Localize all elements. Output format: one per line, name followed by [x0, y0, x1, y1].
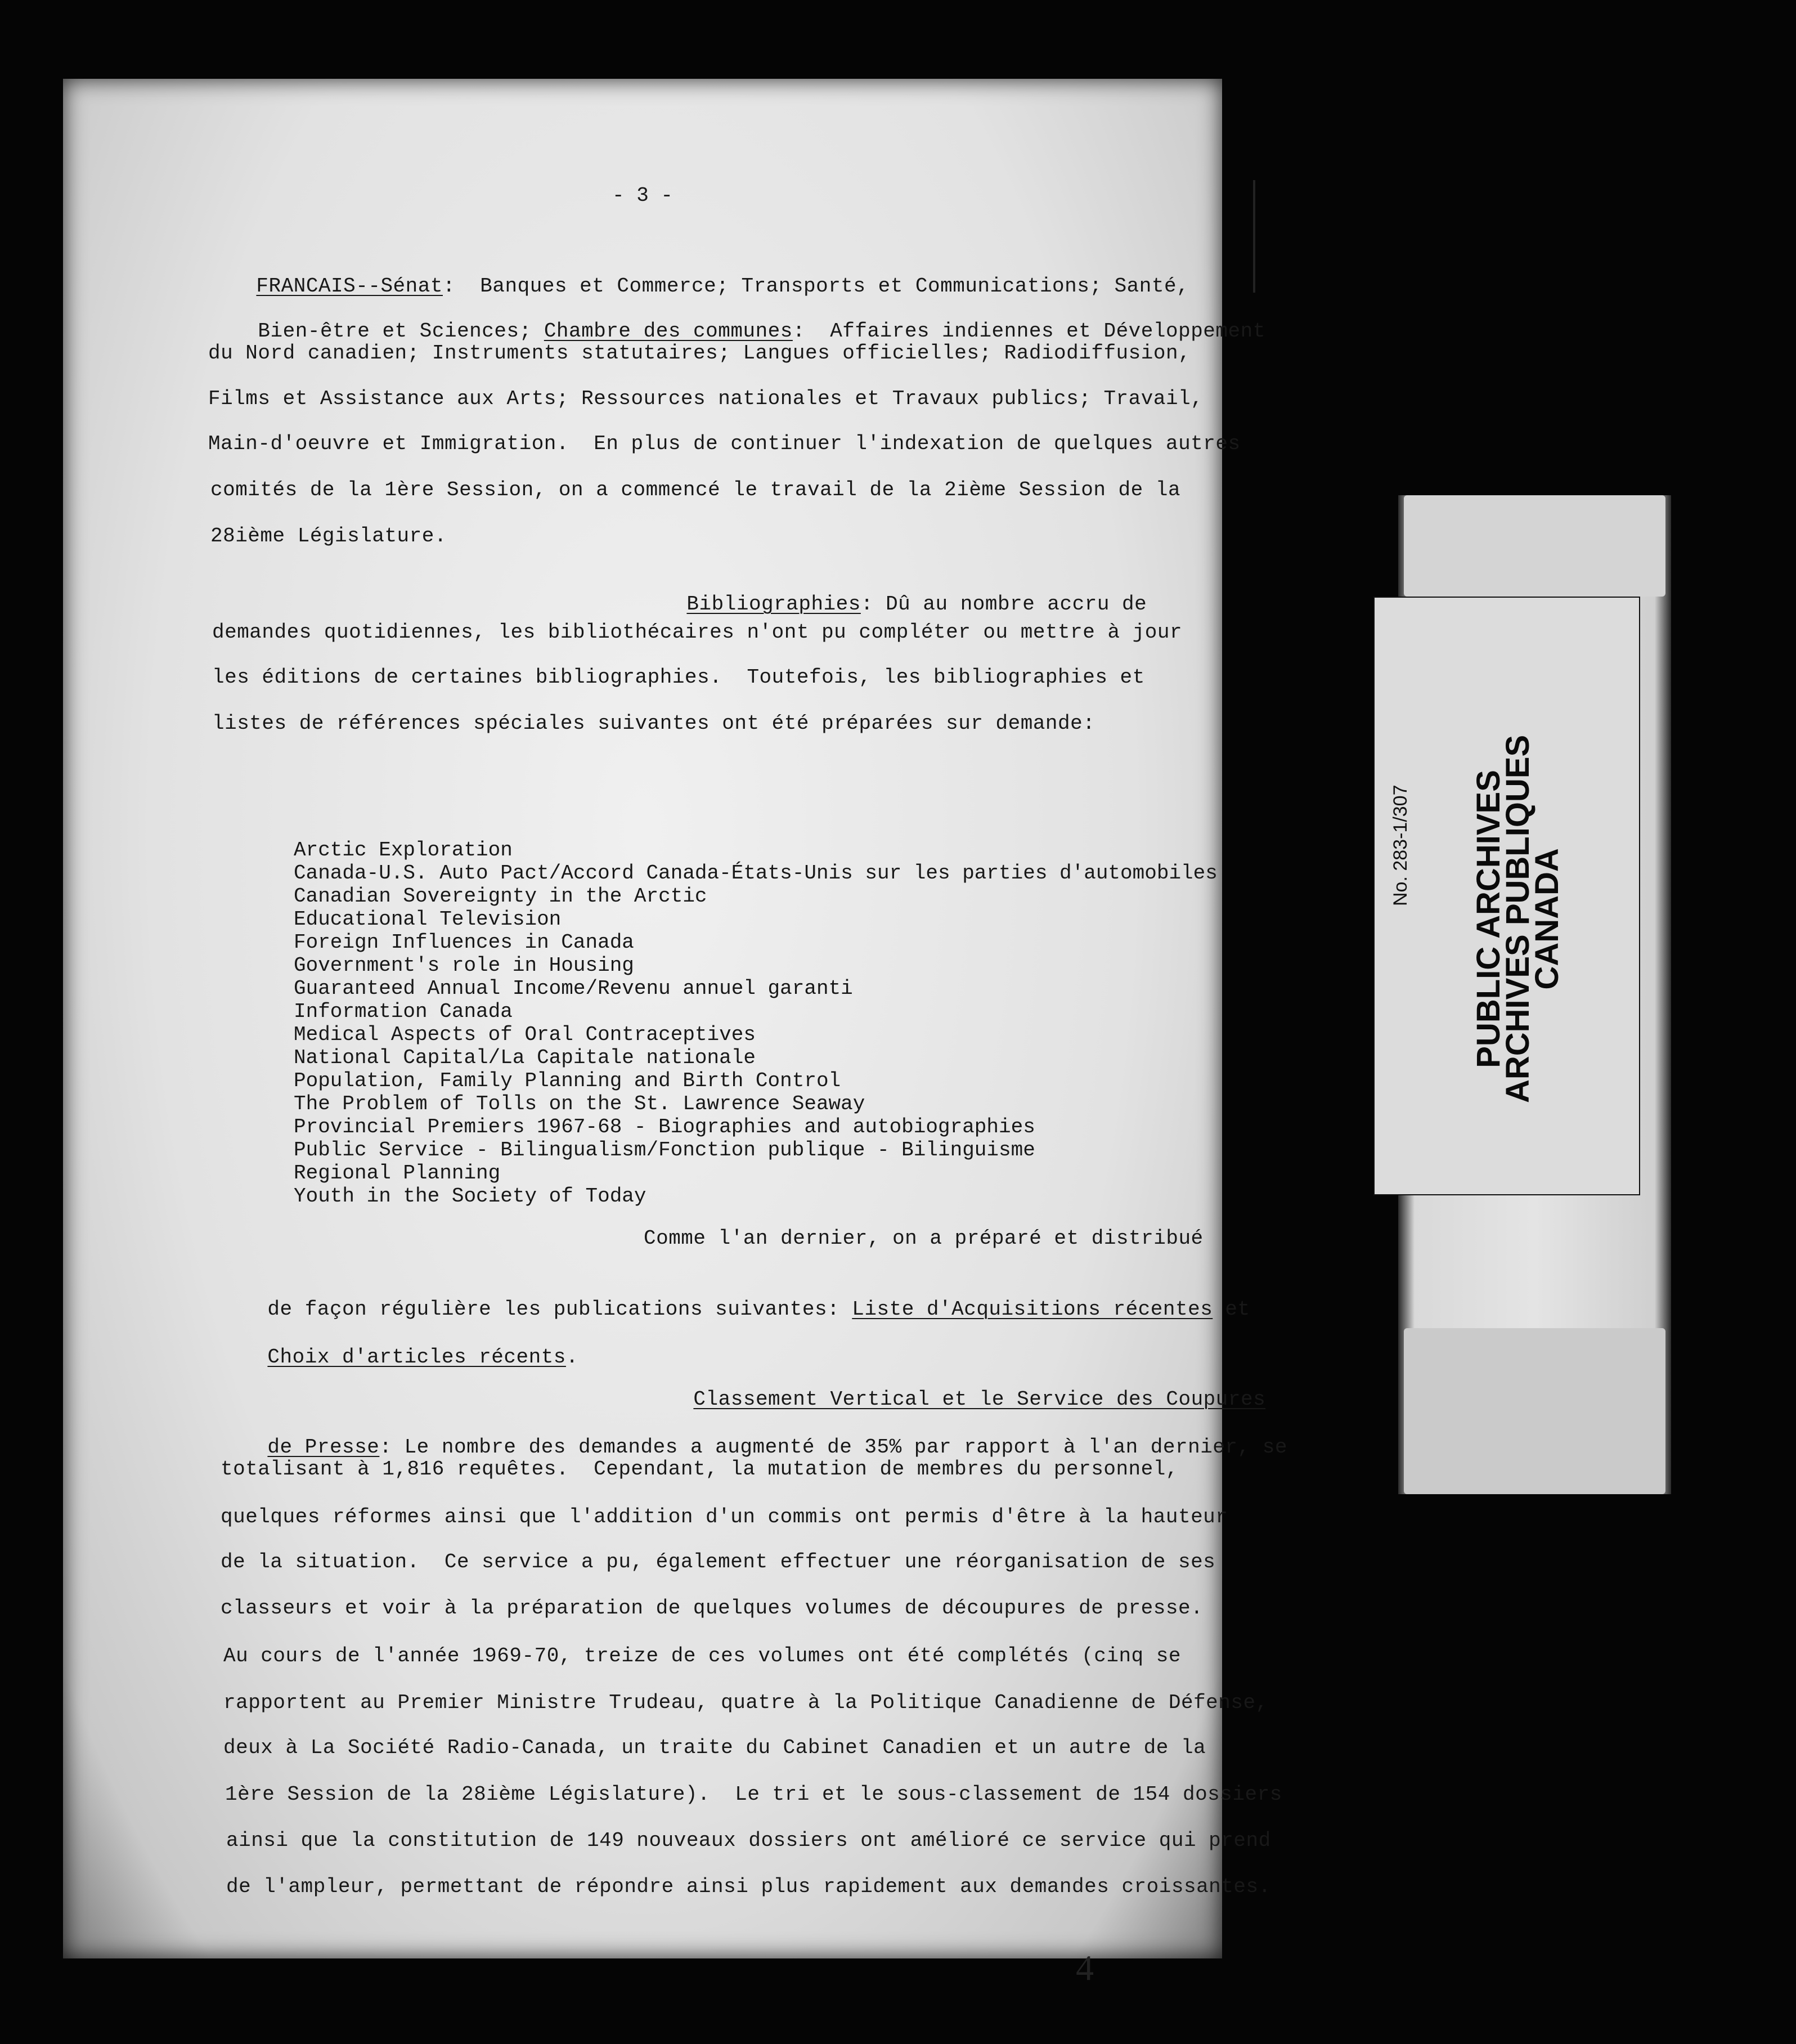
text-line: FRANCAIS--Sénat: Banques et Commerce; Transports et Communications; Santé, [256, 275, 1189, 298]
list-item: Government's role in Housing [294, 954, 634, 977]
archive-stamp [1470, 734, 1565, 1103]
text-line: Choix d'articles récents. [267, 1346, 579, 1369]
text-line: 28ième Législature. [210, 525, 447, 548]
list-item: Canada-U.S. Auto Pact/Accord Canada-États-Unis sur les parties d'automobiles [294, 862, 1218, 885]
list-item: Educational Television [294, 908, 562, 931]
list-item: Arctic Exploration [294, 839, 513, 862]
text-line: ainsi que la constitution de 149 nouveaux dossiers ont amélioré ce service qui prend [226, 1829, 1271, 1852]
text-line: Bibliographies: Dû au nombre accru de [686, 593, 1147, 616]
text-line: Films et Assistance aux Arts; Ressources nationales et Travaux publics; Travail, [208, 387, 1204, 410]
list-item: Information Canada [294, 1000, 513, 1023]
text-line: comités de la 1ère Session, on a commencé le travail de la 2ième Session de la [210, 478, 1181, 501]
text-line: les éditions de certaines bibliographies. Toutefois, les bibliographies et [212, 666, 1145, 689]
text-line: de la situation. Ce service a pu, également effectuer une réorganisation de ses [221, 1550, 1216, 1574]
text-line: de Presse: Le nombre des demandes a augmenté de 35% par rapport à l'an dernier, se [267, 1436, 1287, 1459]
text-line: de l'ampleur, permettant de répondre ainsi plus rapidement aux demandes croissantes. [226, 1875, 1271, 1898]
text-line: Classement Vertical et le Service des Coupures [693, 1388, 1266, 1411]
text-line: classeurs et voir à la préparation de quelques volumes de découpures de presse. [221, 1597, 1204, 1620]
stamp-line: ARCHIVES PUBLIQUES [1499, 734, 1536, 1103]
handwritten-page-mark: 4 [1076, 1948, 1094, 1988]
text-line: Au cours de l'année 1969-70, treize de ces volumes ont été complétés (cinq se [223, 1644, 1181, 1668]
text-line: listes de références spéciales suivantes ont été préparées sur demande: [212, 712, 1095, 735]
list-item: Provincial Premiers 1967-68 - Biographies and autobiographies [294, 1115, 1035, 1138]
text-line: totalisant à 1,816 requêtes. Cependant, la mutation de membres du personnel, [221, 1458, 1178, 1481]
list-item: Foreign Influences in Canada [294, 931, 634, 954]
text-line: 1ère Session de la 28ième Législature). Le tri et le sous-classement de 154 dossiers [225, 1783, 1282, 1806]
tab-top-cap [1404, 495, 1665, 597]
list-item: Youth in the Society of Today [294, 1185, 646, 1208]
bibliography-list [294, 839, 1218, 1208]
list-item: Public Service - Bilingualism/Fonction publique - Bilinguisme [294, 1138, 1035, 1162]
stamp-line: CANADA [1529, 848, 1565, 990]
text-line: Bien-être et Sciences; Chambre des communes: Affaires indiennes et Développement [258, 320, 1265, 343]
list-item: Population, Family Planning and Birth Control [294, 1069, 841, 1092]
page-number: - 3 - [612, 184, 674, 207]
text-line: demandes quotidiennes, les bibliothécaires n'ont pu compléter ou mettre à jour [212, 621, 1183, 644]
text-line: de façon régulière les publications suivantes: Liste d'Acquisitions récentes et [267, 1298, 1250, 1321]
text-line: du Nord canadien; Instruments statutaires; Langues officielles; Radiodiffusion, [208, 342, 1191, 365]
list-item: Regional Planning [294, 1162, 501, 1185]
text-line: Main-d'oeuvre et Immigration. En plus de continuer l'indexation de quelques autres [208, 432, 1241, 455]
list-item: Medical Aspects of Oral Contraceptives [294, 1023, 756, 1046]
document-page [63, 79, 1287, 1988]
text-line: deux à La Société Radio-Canada, un traite du Cabinet Canadien et un autre de la [223, 1736, 1206, 1759]
archive-number: No. 283-1/307 [1390, 785, 1411, 906]
tab-bottom-cap [1404, 1328, 1665, 1494]
stamp-line: PUBLIC ARCHIVES [1470, 770, 1507, 1068]
text-line: Comme l'an dernier, on a préparé et distribué [644, 1227, 1204, 1250]
margin-line [1253, 180, 1255, 293]
list-item: Canadian Sovereignty in the Arctic [294, 885, 707, 908]
list-item: National Capital/La Capitale nationale [294, 1046, 756, 1069]
list-item: The Problem of Tolls on the St. Lawrence Seaway [294, 1092, 865, 1115]
text-line: quelques réformes ainsi que l'addition d'un commis ont permis d'être à la hauteur [221, 1505, 1228, 1528]
text-line: rapportent au Premier Ministre Trudeau, quatre à la Politique Canadienne de Défense, [223, 1691, 1268, 1714]
list-item: Guaranteed Annual Income/Revenu annuel garanti [294, 977, 853, 1000]
